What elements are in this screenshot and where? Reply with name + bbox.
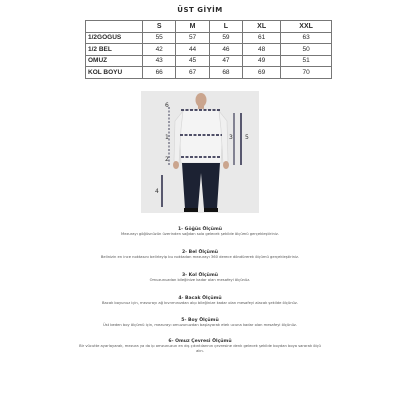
table-row <box>86 44 332 56</box>
model-right-hand <box>223 161 229 169</box>
header-cell-m: M <box>176 21 209 33</box>
instruction-block <box>0 227 400 237</box>
page-title: ÜST GİYİM <box>177 6 223 14</box>
table-cell: 63 <box>281 32 332 44</box>
table-cell: 46 <box>209 44 242 56</box>
row-label: 1/2GOGUS <box>86 32 143 44</box>
instruction-text: Bacak boyunuz için, mezurayı ağ kıvrımınızdan alıp bileğinize kadar olan mesafeyi alacak şekilde ölçünüz. <box>102 301 298 305</box>
size-table <box>85 20 332 79</box>
table-cell: 43 <box>143 55 176 67</box>
table-cell: 51 <box>281 55 332 67</box>
model-photo <box>141 91 259 213</box>
model-right-shoe <box>204 208 218 212</box>
table-cell: 48 <box>243 44 281 56</box>
table-cell: 55 <box>143 32 176 44</box>
instruction-block <box>0 339 400 354</box>
table-cell: 45 <box>176 55 209 67</box>
table-cell: 69 <box>243 67 281 79</box>
instruction-block <box>0 318 400 328</box>
table-cell: 42 <box>143 44 176 56</box>
marker-5: 5 <box>245 134 249 141</box>
instruction-heading: 4- Bacak Ölçümü <box>178 296 222 301</box>
instruction-block <box>0 250 400 260</box>
instruction-heading: 1- Göğüs Ölçümü <box>177 227 223 232</box>
row-label: OMUZ <box>86 55 143 67</box>
instruction-heading: 6- Omuz Çevresi Ölçümü <box>168 339 232 344</box>
instruction-heading: 2- Bel Ölçümü <box>181 250 219 255</box>
instruction-text: Bir vücutte ayarlayarak, mezura ya da ip omzunuzun en dış çıkıntılarının çevresine denk gelecek şekilde boydan boya sararak ölçü alın. <box>79 344 321 353</box>
instruction-text: Üst beden boy ölçümü için, mezurayı omuzunuzdan başlayarak etek ucuna kadar olan mesafeyi ölçünüz. <box>102 323 298 327</box>
table-cell: 70 <box>281 67 332 79</box>
header-cell-xl: XL <box>243 21 281 33</box>
marker-6: 6 <box>165 102 169 109</box>
instruction-text: Mezurayı göğüsnüzün üzerinden sağdan sola gelecek şekilde ölçümü gerçekleştiriniz. <box>121 232 279 236</box>
table-row <box>86 55 332 67</box>
table-row <box>86 67 332 79</box>
row-label: KOL BOYU <box>86 67 143 79</box>
table-cell: 67 <box>176 67 209 79</box>
model-figure <box>141 91 259 213</box>
instruction-text: Omuzunuzdan bileğinize kadar olan mesafeyi ölçünüz. <box>149 278 251 282</box>
table-cell: 44 <box>176 44 209 56</box>
header-cell-s: S <box>143 21 176 33</box>
table-cell: 66 <box>143 67 176 79</box>
table-cell: 59 <box>209 32 242 44</box>
model-left-shoe <box>184 208 198 212</box>
header-cell-blank <box>86 21 143 33</box>
instruction-text: Belinizin en ince noktasını belirleyip bu noktadan mezurayı 360 derece döndürerek ölçümü gerçekleştiriniz. <box>100 255 300 259</box>
table-cell: 68 <box>209 67 242 79</box>
instruction-block <box>0 273 400 283</box>
model-head <box>196 93 207 107</box>
instruction-heading: 3- Kol Ölçümü <box>181 273 219 278</box>
size-table-header-row <box>86 21 332 33</box>
marker-2: 2 <box>165 156 169 163</box>
marker-4: 4 <box>155 188 159 195</box>
instruction-block <box>0 296 400 306</box>
marker-1: 1 <box>165 134 169 141</box>
marker-3: 3 <box>229 134 233 141</box>
table-cell: 50 <box>281 44 332 56</box>
header-cell-l: L <box>209 21 242 33</box>
header-cell-xxl: XXL <box>281 21 332 33</box>
model-sweater <box>179 109 223 163</box>
table-cell: 49 <box>243 55 281 67</box>
table-cell: 61 <box>243 32 281 44</box>
table-cell: 57 <box>176 32 209 44</box>
table-row <box>86 32 332 44</box>
row-label: 1/2 BEL <box>86 44 143 56</box>
table-cell: 47 <box>209 55 242 67</box>
instruction-heading: 5- Boy Ölçümü <box>181 318 219 323</box>
model-left-hand <box>173 161 179 169</box>
